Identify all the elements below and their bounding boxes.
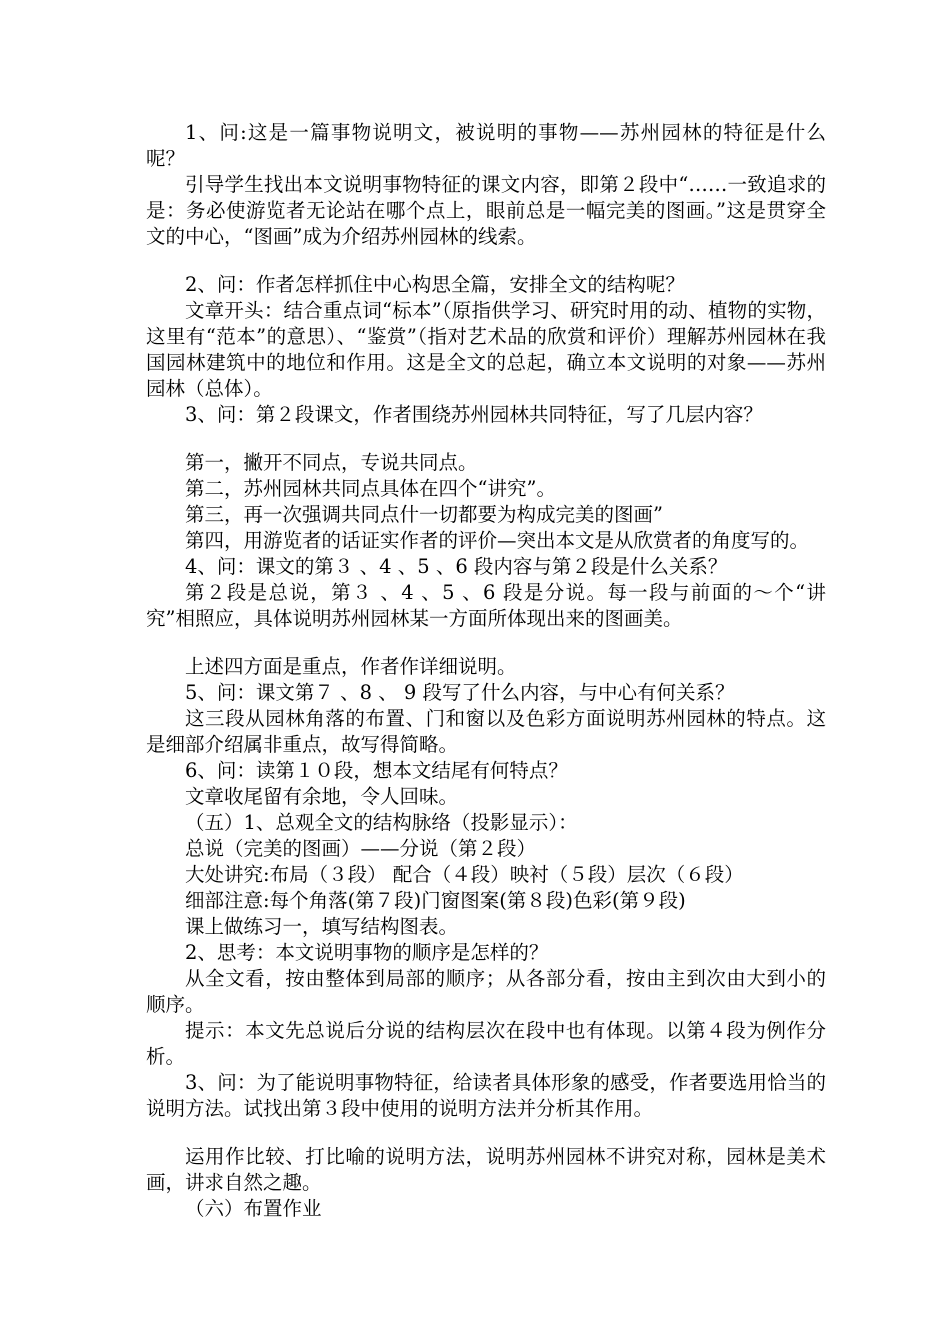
paragraph-q5: 5、问：课文第７ 、8 、 9 段写了什么内容，与中心有何关系？ (185, 681, 735, 704)
paragraph-homework: （六）布置作业 (185, 1197, 322, 1220)
blank-line (146, 1122, 826, 1144)
paragraph-point-2: 第二，苏州园林共同点具体在四个“讲究”。 (185, 477, 556, 500)
paragraph-q7-answer: 运用作比较、打比喻的说明方法，说明苏州园林不讲究对称，园林是美术画，讲求自然之趣。 (146, 1145, 826, 1194)
paragraph-think-2-answer: 从全文看，按由整体到局部的顺序；从各部分看，按由主到次由大到小的顺序。 (146, 967, 826, 1016)
paragraph-point-1: 第一，撇开不同点，专说共同点。 (185, 451, 478, 474)
paragraph-q2-answer: 文章开头：结合重点词“标本”（原指供学习、研究时用的动、植物的实物，这里有“范本”的意思）、“鉴赏”（指对艺术品的欣赏和评价）理解苏州园林在我国园林建筑中的地位和作用。这是全文的总起，确立本文说明的对象——苏州园林（总体）。 (146, 299, 826, 400)
paragraph-hint: 提示：本文先总说后分说的结构层次在段中也有体现。以第４段为例作分析。 (146, 1019, 826, 1068)
document-body (146, 120, 826, 1222)
paragraph-q1: 1、问:这是一篇事物说明文，被说明的事物——苏州园林的特征是什么呢？ (146, 121, 826, 170)
blank-line (146, 250, 826, 272)
blank-line (146, 428, 826, 450)
paragraph-section-5: （五）1、总观全文的结构脉络（投影显示）： (185, 811, 578, 834)
paragraph-q5-answer: 这三段从园林角落的布置、门和窗以及色彩方面说明苏州园林的特点。这是细部介绍属非重点，故写得简略。 (146, 707, 826, 756)
paragraph-structure-1: 总说（完美的图画）——分说（第２段） (185, 837, 537, 860)
paragraph-emphasis: 上述四方面是重点，作者作详细说明。 (185, 655, 517, 678)
paragraph-q1-answer: 引导学生找出本文说明事物特征的课文内容，即第２段中“……一致追求的是：务必使游览者无论站在哪个点上，眼前总是一幅完美的图画。”这是贯穿全文的中心，“图画”成为介绍苏州园林的线索。 (146, 173, 826, 248)
paragraph-q6-answer: 文章收尾留有余地，令人回味。 (185, 785, 459, 808)
paragraph-q2: 2、问：作者怎样抓住中心构思全篇，安排全文的结构呢？ (185, 273, 685, 296)
paragraph-think-2: 2、思考：本文说明事物的顺序是怎样的？ (185, 941, 549, 964)
paragraph-q4: 4、问：课文的第３ 、4 、5 、6 段内容与第２段是什么关系？ (185, 555, 728, 578)
paragraph-q4-answer: 第２段是总说，第３ 、4 、5 、6 段是分说。每一段与前面的～个“讲究”相照应，具体说明苏州园林某一方面所体现出来的图画美。 (146, 581, 826, 630)
paragraph-structure-2: 大处讲究:布局（３段） 配合（４段）映衬（５段）层次（６段） (185, 863, 744, 886)
paragraph-structure-3: 细部注意:每个角落(第７段)门窗图案(第８段)色彩(第９段) (185, 889, 686, 912)
paragraph-point-3: 第三，再一次强调共同点什一切都要为构成完美的图画” (185, 503, 663, 526)
paragraph-q3: 3、问：第２段课文，作者围绕苏州园林共同特征，写了几层内容？ (185, 403, 763, 426)
paragraph-q7: 3、问：为了能说明事物特征，给读者具体形象的感受，作者要选用恰当的说明方法。试找出第３段中使用的说明方法并分析其作用。 (146, 1071, 826, 1120)
paragraph-point-4: 第四，用游览者的话证实作者的评价—突出本文是从欣赏者的角度写的。 (185, 529, 810, 552)
paragraph-exercise: 课上做练习一，填写结构图表。 (185, 915, 459, 938)
blank-line (146, 632, 826, 654)
paragraph-q6: 6、问：读第１０段，想本文结尾有何特点？ (185, 759, 568, 782)
